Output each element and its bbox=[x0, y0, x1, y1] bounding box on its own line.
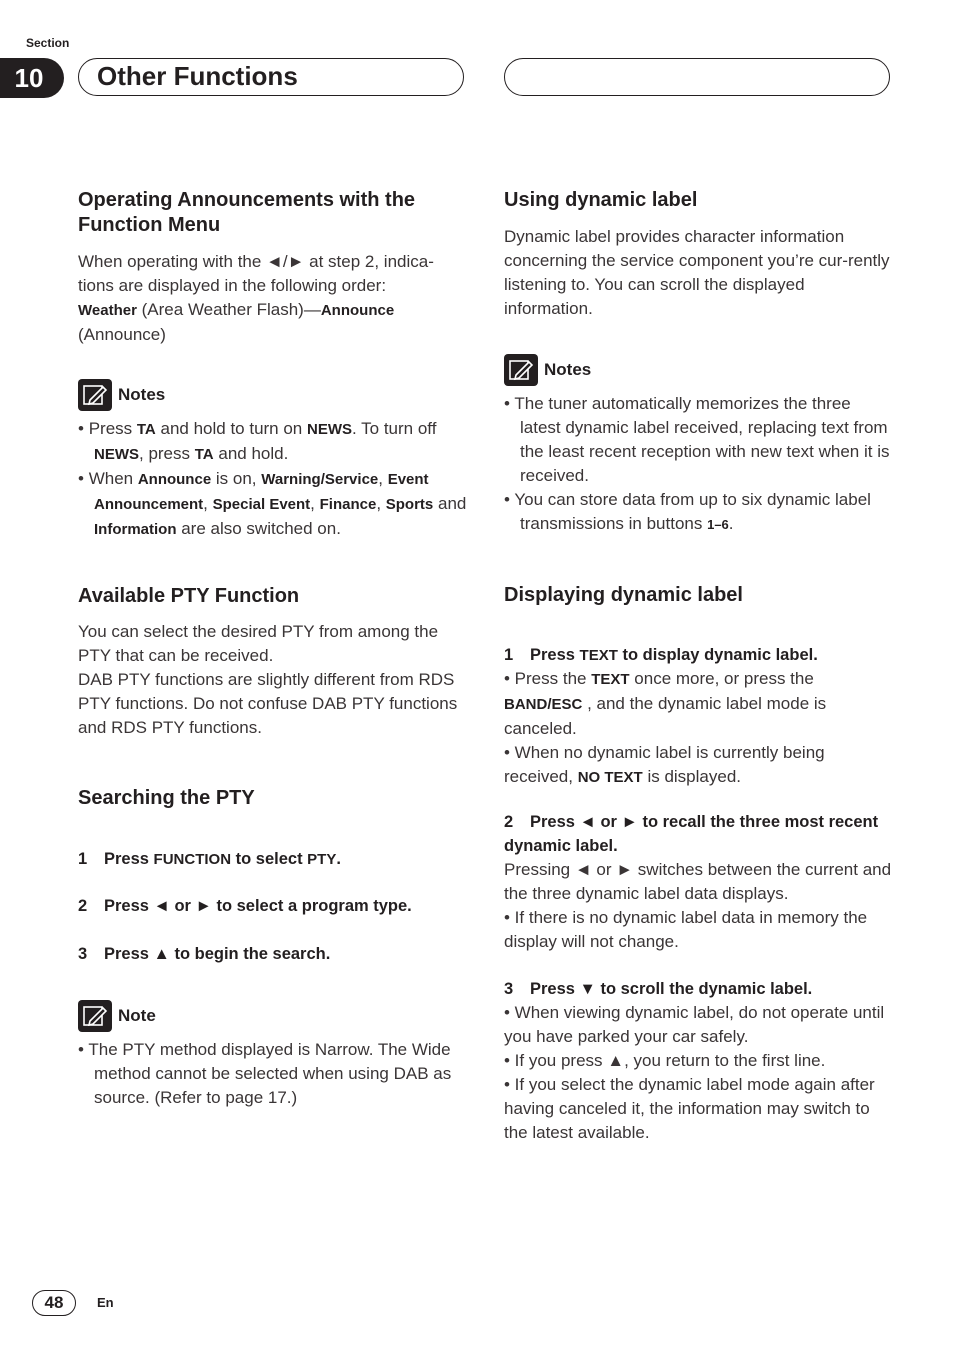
search-step-1: 1 Press FUNCTION to select PTY. bbox=[78, 850, 341, 868]
display-step-1: 1 Press TEXT to display dynamic label. bbox=[504, 646, 818, 664]
pty-paragraph: You can select the desired PTY from among the PTY that can be received. DAB PTY functions are slightly different from RDS PTY functions. Do not confuse DAB PTY functions and RDS PTY functions. bbox=[78, 622, 458, 737]
list-item: • You can store data from up to six dynamic label transmissions in buttons 1–6. bbox=[504, 490, 871, 533]
using-dynamic-label-heading: Using dynamic label bbox=[504, 189, 698, 211]
displaying-dynamic-label-heading: Displaying dynamic label bbox=[504, 584, 743, 606]
pencil-note-icon bbox=[504, 354, 538, 386]
notes-header bbox=[78, 379, 165, 411]
notes-list bbox=[78, 417, 468, 542]
search-step-3: 3 Press ▲ to begin the search. bbox=[78, 945, 331, 963]
language-code: En bbox=[97, 1295, 114, 1310]
op-announce-heading: Operating Announcements with the Function Menu bbox=[78, 189, 416, 236]
display-step-3: 3 Press ▼ to scroll the dynamic label. bbox=[504, 980, 813, 998]
display-step-3-body: • When viewing dynamic label, do not operate until you have parked your car safely. • If you press ▲, you return to the first line. • If you select the dynamic label mode again after having canceled it, the information may switch to the latest available. bbox=[504, 1003, 885, 1142]
note-list bbox=[78, 1038, 468, 1110]
empty-title-frame bbox=[504, 58, 890, 96]
section-label: Section bbox=[26, 36, 70, 50]
notes-title: Notes bbox=[118, 385, 166, 404]
pencil-note-icon bbox=[78, 1000, 112, 1032]
display-step-2-body: Pressing ◄ or ► switches between the current and the three dynamic label data displays. • If there is no dynamic label data in memory the display will not change. bbox=[504, 860, 892, 951]
list-item: • Press TA and hold to turn on NEWS. To turn off NEWS, press TA and hold. bbox=[78, 419, 437, 463]
using-dynamic-label-paragraph: Dynamic label provides character information concerning the service component you’re cur-rently listening to. You can scroll the displayed information. bbox=[504, 227, 890, 318]
display-step-2: 2 Press ◄ or ► to recall the three most recent dynamic label. bbox=[504, 813, 879, 855]
notes-list bbox=[504, 392, 894, 537]
search-pty-heading: Searching the PTY bbox=[78, 787, 255, 809]
list-item: • The PTY method displayed is Narrow. The Wide method cannot be selected when using DAB as source. (Refer to page 17.) bbox=[78, 1040, 452, 1107]
note-header bbox=[78, 1000, 156, 1032]
op-announce-paragraph: When operating with the ◄/► at step 2, indica-tions are displayed in the following order: Weather (Area Weather Flash)—Announce (Announce) bbox=[78, 252, 434, 344]
notes-title: Notes bbox=[544, 360, 592, 379]
section-number-tab: 10 bbox=[0, 58, 64, 98]
pty-heading: Available PTY Function bbox=[78, 585, 300, 607]
pencil-note-icon bbox=[78, 379, 112, 411]
list-item: • When Announce is on, Warning/Service, Event Announcement, Special Event, Finance, Sports and Information are also switched on. bbox=[78, 469, 467, 538]
display-step-1-body: • Press the TEXT once more, or press the BAND/ESC , and the dynamic label mode is canceled. • When no dynamic label is currently being received, NO TEXT is displayed. bbox=[504, 669, 827, 786]
page-number: 48 bbox=[32, 1290, 76, 1316]
page-title: Other Functions bbox=[97, 61, 298, 91]
notes-header bbox=[504, 354, 591, 386]
note-title: Note bbox=[118, 1006, 156, 1025]
list-item: • The tuner automatically memorizes the three latest dynamic label received, replacing text from the least recent reception with new text when it is received. bbox=[504, 394, 890, 485]
search-step-2: 2 Press ◄ or ► to select a program type. bbox=[78, 897, 412, 915]
